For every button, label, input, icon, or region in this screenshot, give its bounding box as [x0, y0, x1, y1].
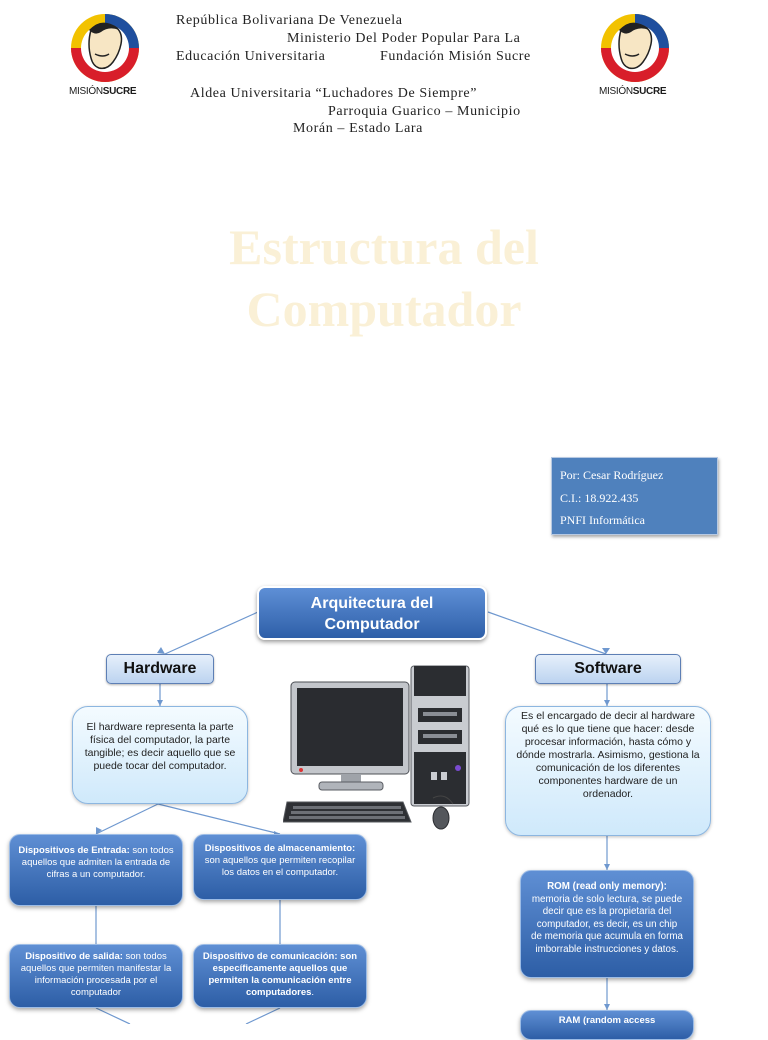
entrada-box	[9, 834, 183, 906]
almacenamiento-term: Dispositivos de almacenamiento:	[204, 843, 356, 854]
comunicacion-term: Dispositivo de comunicación: son específicamente aquellos que permiten la comunicación entre computadores	[202, 951, 358, 998]
software-description-box	[505, 706, 711, 836]
root-node-line1: Arquitectura del	[310, 595, 434, 612]
logo-left-word2: SUCRE	[102, 86, 137, 97]
header-aldea: Aldea Universitaria “Luchadores De Siempre”	[190, 86, 478, 101]
entrada-term: Dispositivos de Entrada:	[18, 845, 130, 856]
hardware-description-text: El hardware representa la parte física del computador, la parte tangible; es decir aquello que se puede tocar del computador.	[84, 721, 236, 772]
logo-right-word1: MISIÓN	[599, 86, 633, 97]
header-ministry: Ministerio Del Poder Popular Para La	[287, 31, 521, 46]
ram-term: RAM (random access	[558, 1015, 656, 1026]
author-ci: C.I.: 18.922.435	[560, 491, 639, 505]
almacenamiento-text: son aquellos que permiten recopilar los datos en el computador.	[204, 855, 356, 878]
rom-term: ROM (read only memory):	[547, 881, 667, 892]
page-title-line1: Estructura del	[229, 219, 539, 275]
comunicacion-text: .	[311, 987, 315, 998]
logo-right-word2: SUCRE	[632, 86, 667, 97]
salida-text: son todos aquellos que permiten manifestar la información procesada por el computador	[20, 951, 172, 998]
rom-text: memoria de solo lectura, se puede decir que es la propietaria del computador, es decir, es un chip de memoria que acumula en forma imborrable instrucciones y datos.	[531, 893, 683, 955]
header-education: Educación Universitaria	[176, 49, 326, 64]
header-foundation: Fundación Misión Sucre	[380, 49, 531, 64]
software-heading: Software	[535, 654, 681, 684]
almacenamiento-box	[193, 834, 367, 900]
desktop-computer-icon	[283, 660, 483, 830]
root-node-line2: Computador	[324, 616, 420, 633]
root-node-arquitectura	[257, 586, 487, 640]
hardware-heading: Hardware	[106, 654, 214, 684]
comunicacion-box	[193, 944, 367, 1008]
author-program: PNFI Informática	[560, 513, 645, 527]
logo-left-word1: MISIÓN	[69, 86, 103, 97]
hardware-description-box	[72, 706, 248, 804]
salida-term: Dispositivo de salida:	[25, 951, 123, 962]
header-moran: Morán – Estado Lara	[293, 121, 423, 136]
header-republic: República Bolivariana De Venezuela	[176, 13, 403, 28]
rom-box	[520, 870, 694, 978]
ram-box	[520, 1010, 694, 1040]
salida-box	[9, 944, 183, 1008]
entrada-text: son todos aquellos que admiten la entrada de cifras a un computador.	[21, 845, 174, 880]
page-title-line2: Computador	[246, 281, 522, 337]
header-parroquia: Parroquia Guarico – Municipio	[328, 104, 521, 119]
software-description-text: Es el encargado de decir al hardware qué es lo que tiene que hacer: desde procesar información, hasta cómo y dónde mostrarla. Asimismo, gestiona la comunicación de los diferentes componentes hardware de un ordenador.	[516, 710, 700, 800]
author-name: Por: Cesar Rodríguez	[560, 468, 664, 482]
